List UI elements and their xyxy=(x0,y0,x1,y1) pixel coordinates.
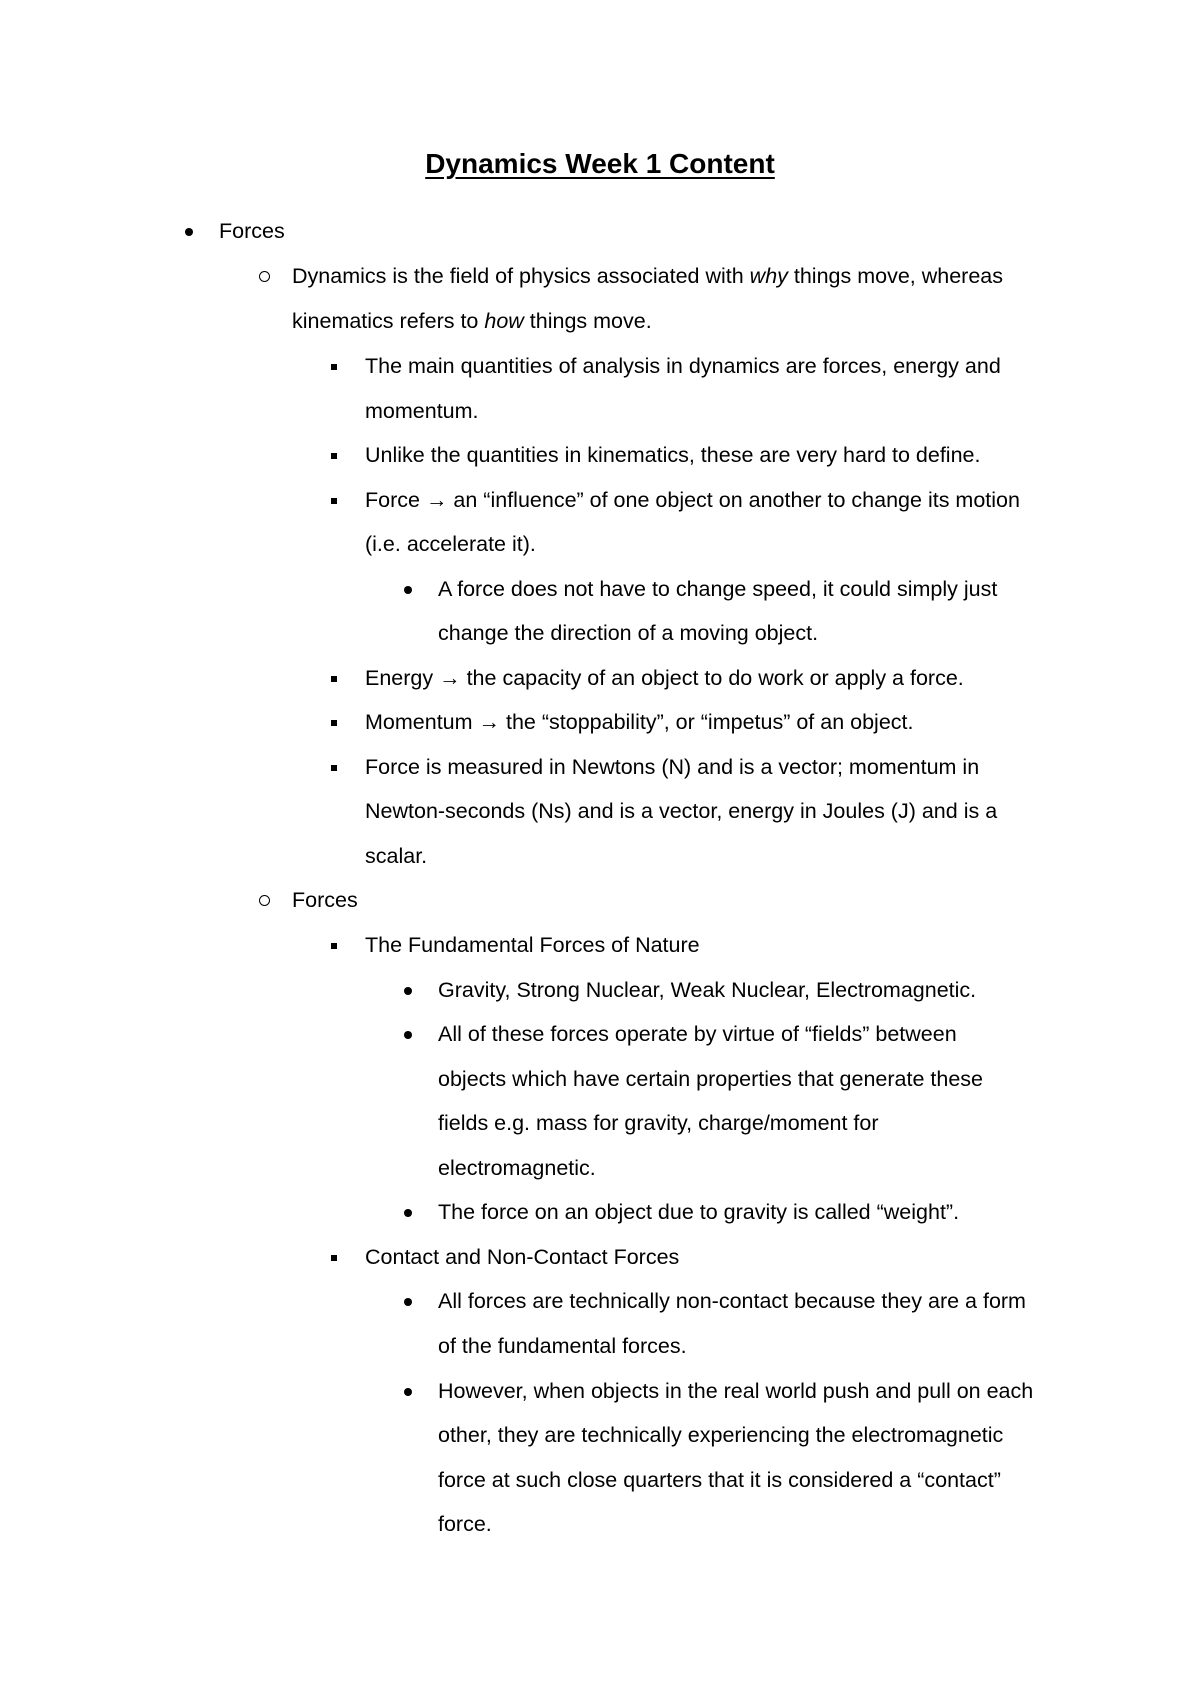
text-segment: things move. xyxy=(523,309,652,333)
bullet-disc xyxy=(401,574,415,604)
arrow-icon: → xyxy=(478,710,501,734)
text-segment: kinematics refers to xyxy=(292,309,485,333)
list-item xyxy=(365,663,964,693)
bullet-square xyxy=(328,440,340,470)
list-item: Forces xyxy=(292,888,358,912)
list-item-continuation: objects which have certain properties that generate these xyxy=(438,1067,983,1091)
text-segment: the “stoppability”, or “impetus” of an object. xyxy=(500,710,914,734)
bullet-square xyxy=(328,485,340,515)
list-item: Gravity, Strong Nuclear, Weak Nuclear, Electromagnetic. xyxy=(438,978,977,1002)
bullet-square xyxy=(328,351,340,381)
list-item: The force on an object due to gravity is called “weight”. xyxy=(438,1200,960,1224)
arrow-icon: → xyxy=(439,666,461,690)
text-segment: the capacity of an object to do work or apply a force. xyxy=(460,666,964,690)
list-item-continuation: (i.e. accelerate it). xyxy=(365,532,536,556)
bullet-square xyxy=(328,707,340,737)
list-item-continuation: fields e.g. mass for gravity, charge/moment for xyxy=(438,1111,879,1135)
list-item: Unlike the quantities in kinematics, these are very hard to define. xyxy=(365,443,981,467)
list-item: Forces xyxy=(219,219,285,243)
text-segment: things move, whereas xyxy=(787,264,1004,288)
document-title: Dynamics Week 1 Content xyxy=(425,148,775,179)
list-item: The Fundamental Forces of Nature xyxy=(365,933,700,957)
text-segment: an “influence” of one object on another to change its motion xyxy=(447,488,1020,512)
list-item xyxy=(365,707,913,737)
bullet-disc xyxy=(401,975,415,1005)
bullet-square xyxy=(328,663,340,693)
list-item-continuation: of the fundamental forces. xyxy=(438,1334,687,1358)
bullet-disc xyxy=(182,216,196,246)
bullet-square xyxy=(328,1242,340,1272)
bullet-square xyxy=(328,752,340,782)
list-item: All forces are technically non-contact because they are a form xyxy=(438,1289,1026,1313)
text-segment: Energy xyxy=(365,666,440,690)
list-item: All of these forces operate by virtue of “fields” between xyxy=(438,1022,957,1046)
bullet-circle xyxy=(256,261,272,291)
bullet-square xyxy=(328,930,340,960)
list-item-continuation: force. xyxy=(438,1512,492,1536)
text-segment: Momentum xyxy=(365,710,479,734)
list-item-continuation: change the direction of a moving object. xyxy=(438,621,819,645)
list-item xyxy=(292,261,1003,291)
bullet-circle xyxy=(256,885,272,915)
list-item-continuation: other, they are technically experiencing the electromagnetic xyxy=(438,1423,1004,1447)
list-item-continuation: force at such close quarters that it is considered a “contact” xyxy=(438,1468,1001,1492)
list-item: Force is measured in Newtons (N) and is a vector; momentum in xyxy=(365,755,980,779)
text-segment: Force xyxy=(365,488,426,512)
bullet-disc xyxy=(401,1019,415,1049)
list-item-continuation: momentum. xyxy=(365,399,479,423)
emphasis-text: how xyxy=(484,309,524,333)
text-segment: Dynamics is the field of physics associated with xyxy=(292,264,750,288)
emphasis-text: why xyxy=(749,264,788,288)
bullet-disc xyxy=(401,1197,415,1227)
list-item xyxy=(365,485,1020,515)
list-item-continuation: electromagnetic. xyxy=(438,1156,596,1180)
arrow-icon: → xyxy=(425,488,448,512)
bullet-disc xyxy=(401,1376,415,1406)
list-item-continuation: Newton-seconds (Ns) and is a vector, energy in Joules (J) and is a xyxy=(365,799,998,823)
list-item-continuation: scalar. xyxy=(365,844,428,868)
list-item: Contact and Non-Contact Forces xyxy=(365,1245,680,1269)
list-item: However, when objects in the real world push and pull on each xyxy=(438,1379,1034,1403)
bullet-disc xyxy=(401,1286,415,1316)
list-item-continuation xyxy=(292,306,652,336)
list-item: A force does not have to change speed, it could simply just xyxy=(438,577,998,601)
list-item: The main quantities of analysis in dynamics are forces, energy and xyxy=(365,354,1001,378)
